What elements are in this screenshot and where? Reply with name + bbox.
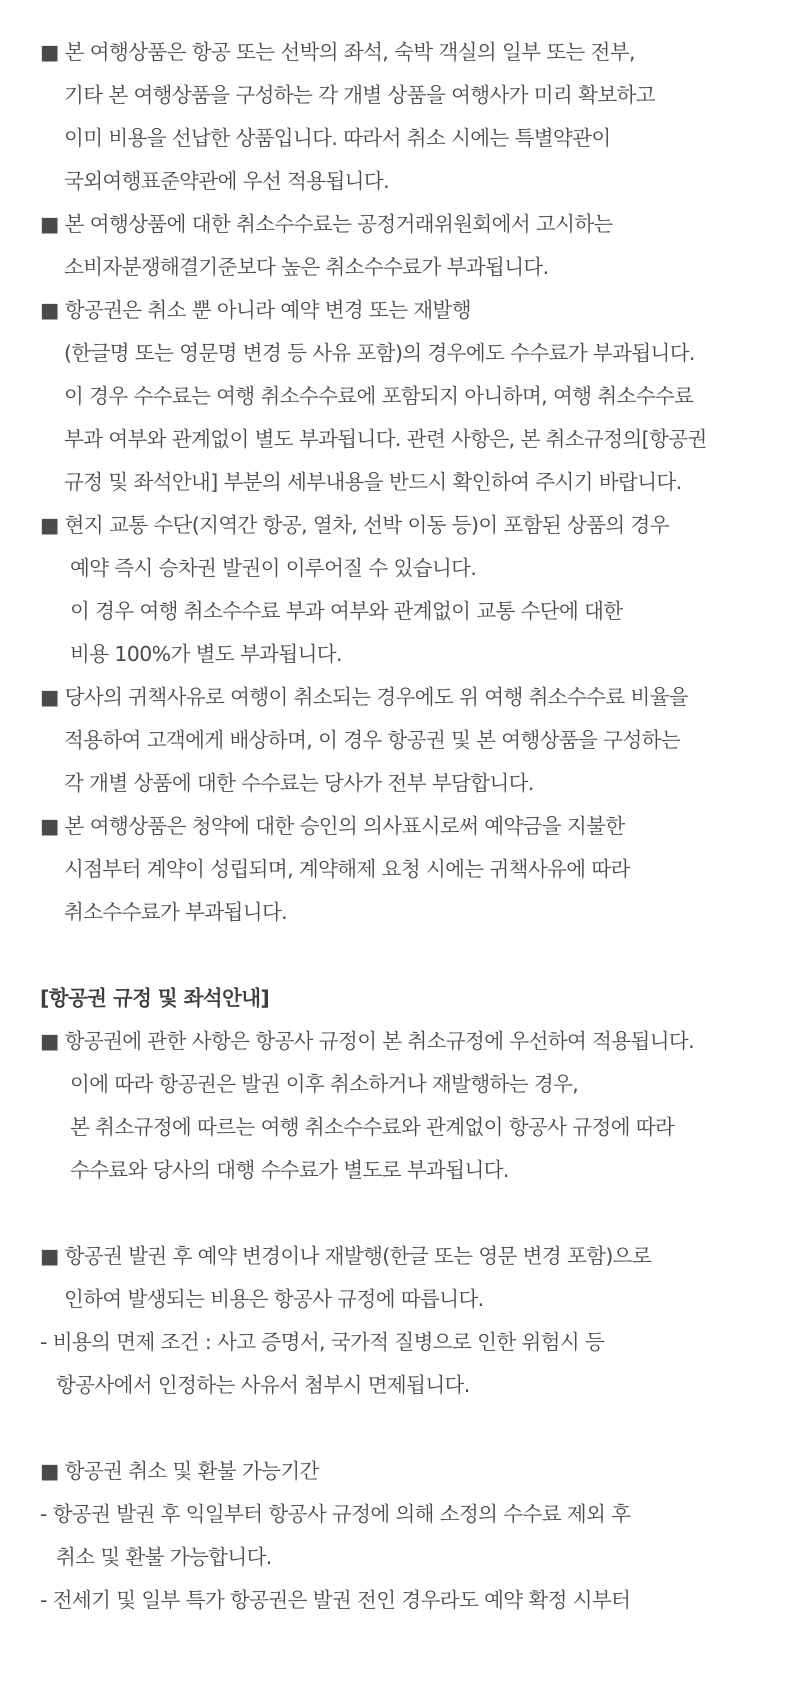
rule-3-line-2: (한글명 또는 영문명 변경 등 사유 포함)의 경우에도 수수료가 부과됩니다.	[64, 341, 695, 365]
airline-rule-3-title: ■ 항공권 취소 및 환불 가능기간	[40, 1459, 319, 1483]
airline-rule-3-dash-line-3: - 전세기 및 일부 특가 항공권은 발권 전인 경우라도 예약 확정 시부터	[40, 1588, 631, 1612]
rule-5-line-1: ■ 당사의 귀책사유로 여행이 취소되는 경우에도 위 여행 취소수수료 비율을	[40, 685, 689, 709]
rule-4-line-2: 예약 즉시 승차권 발권이 이루어질 수 있습니다.	[70, 556, 477, 580]
rule-5-line-2: 적용하여 고객에게 배상하며, 이 경우 항공권 및 본 여행상품을 구성하는	[64, 728, 681, 752]
rule-6-line-1: ■ 본 여행상품은 청약에 대한 승인의 의사표시로써 예약금을 지불한	[40, 814, 625, 838]
airline-rule-1-line-3: 본 취소규정에 따르는 여행 취소수수료와 관계없이 항공사 규정에 따라	[70, 1115, 675, 1139]
section-gap	[40, 941, 810, 969]
rule-1-line-2: 기타 본 여행상품을 구성하는 각 개별 상품을 여행사가 미리 확보하고	[64, 83, 655, 107]
cancellation-policy-document	[40, 38, 810, 1629]
rule-2-line-1: ■ 본 여행상품에 대한 취소수수료는 공정거래위원회에서 고시하는	[40, 212, 613, 236]
airline-rule-1-line-1: ■ 항공권에 관한 사항은 항공사 규정이 본 취소규정에 우선하여 적용됩니다.	[40, 1029, 695, 1053]
rule-3-line-3: 이 경우 수수료는 여행 취소수수료에 포함되지 아니하며, 여행 취소수수료	[64, 384, 694, 408]
airline-rule-1-line-2: 이에 따라 항공권은 발권 이후 취소하거나 재발행하는 경우,	[70, 1072, 579, 1096]
airline-section-heading: [항공권 규정 및 좌석안내]	[40, 986, 270, 1010]
rule-3-line-5: 규정 및 좌석안내] 부분의 세부내용을 반드시 확인하여 주시기 바랍니다.	[64, 470, 682, 494]
airline-rule-2-dash-line-2: 항공사에서 인정하는 사유서 첨부시 면제됩니다.	[56, 1373, 470, 1397]
airline-rule-2-dash-line-1: - 비용의 면제 조건 : 사고 증명서, 국가적 질병으로 인한 위험시 등	[40, 1330, 605, 1354]
rule-4-line-3: 이 경우 여행 취소수수료 부과 여부와 관계없이 교통 수단에 대한	[70, 599, 623, 623]
rule-4-line-1: ■ 현지 교통 수단(지역간 항공, 열차, 선박 이동 등)이 포함된 상품의 경우	[40, 513, 669, 537]
rule-4-line-4: 비용 100%가 별도 부과됩니다.	[70, 642, 342, 666]
rule-3-line-1: ■ 항공권은 취소 뿐 아니라 예약 변경 또는 재발행	[40, 298, 471, 322]
rule-3-line-4: 부과 여부와 관계없이 별도 부과됩니다. 관련 사항은, 본 취소규정의[항공권	[64, 427, 707, 451]
rule-2-line-2: 소비자분쟁해결기준보다 높은 취소수수료가 부과됩니다.	[64, 255, 549, 279]
section-gap	[40, 1414, 810, 1442]
rule-1-line-3: 이미 비용을 선납한 상품입니다. 따라서 취소 시에는 특별약관이	[64, 126, 611, 150]
airline-rule-2-line-2: 인하여 발생되는 비용은 항공사 규정에 따릅니다.	[64, 1287, 484, 1311]
section-gap	[40, 1199, 810, 1227]
rule-1-line-4: 국외여행표준약관에 우선 적용됩니다.	[64, 169, 389, 193]
rule-6-line-2: 시점부터 계약이 성립되며, 계약해제 요청 시에는 귀책사유에 따라	[64, 857, 630, 881]
airline-rule-3-dash-line-1: - 항공권 발권 후 익일부터 항공사 규정에 의해 소정의 수수료 제외 후	[40, 1502, 631, 1526]
rule-1-line-1: ■ 본 여행상품은 항공 또는 선박의 좌석, 숙박 객실의 일부 또는 전부,	[40, 40, 635, 64]
rule-6-line-3: 취소수수료가 부과됩니다.	[64, 900, 288, 924]
rule-5-line-3: 각 개별 상품에 대한 수수료는 당사가 전부 부담합니다.	[64, 771, 534, 795]
airline-rule-1-line-4: 수수료와 당사의 대행 수수료가 별도로 부과됩니다.	[70, 1158, 509, 1182]
airline-rule-2-line-1: ■ 항공권 발권 후 예약 변경이나 재발행(한글 또는 영문 변경 포함)으로	[40, 1244, 652, 1268]
airline-rule-3-dash-line-2: 취소 및 환불 가능합니다.	[56, 1545, 272, 1569]
